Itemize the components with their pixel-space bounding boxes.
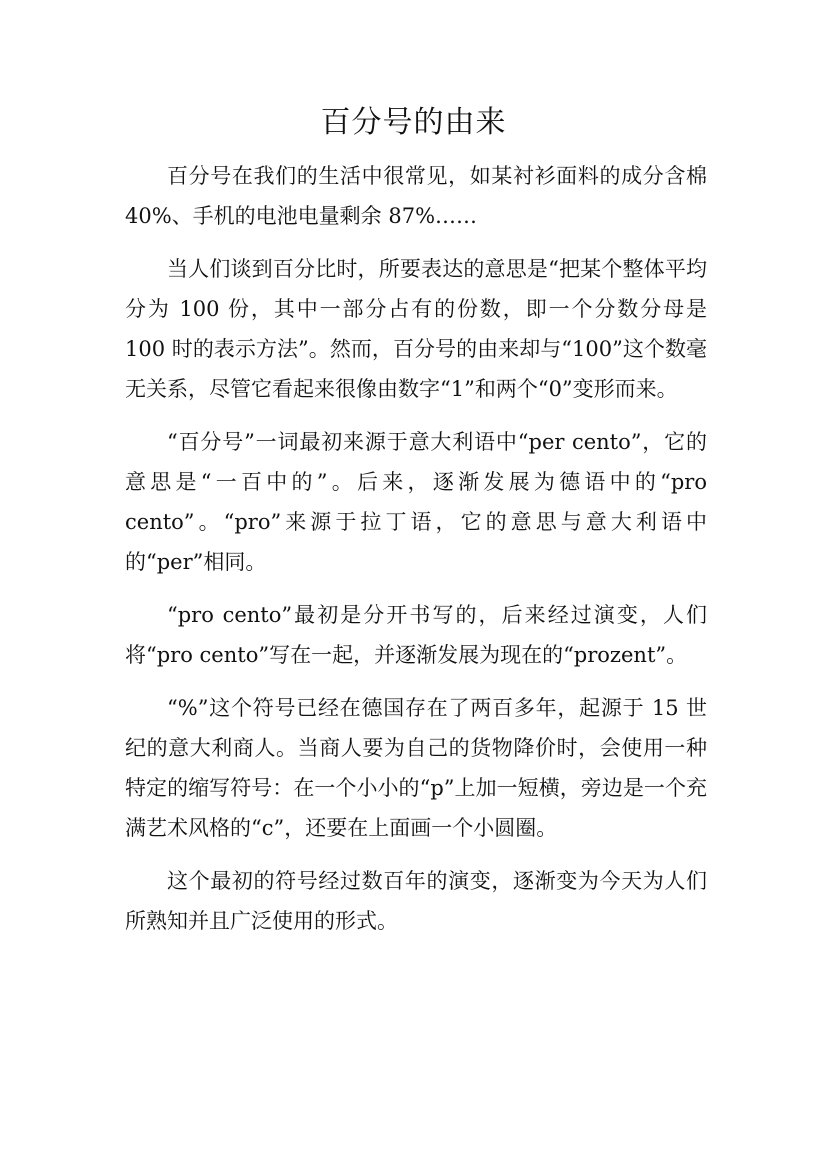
paragraph-3: “百分号”一词最初来源于意大利语中“per cento”，它的意思是“一百中的”。后来，逐渐发展为德语中的“pro cento”。“pro”来源于拉丁语，它的意思与意大利语中的“per”相同。 <box>125 430 707 574</box>
paragraph-1: 百分号在我们的生活中很常见，如某衬衫面料的成分含棉 40%、手机的电池电量剩余 87%…… <box>125 164 707 228</box>
paragraph-6: 这个最初的符号经过数百年的演变，逐渐变为今天为人们所熟知并且广泛使用的形式。 <box>125 869 707 933</box>
paragraph-5: “%”这个符号已经在德国存在了两百多年，起源于 15 世纪的意大利商人。当商人要为自己的货物降价时，会使用一种特定的缩写符号：在一个小小的“p”上加一短横，旁边是一个充满艺术风格的“c”，还要在上面画一个小圆圈。 <box>125 696 707 840</box>
document-title: 百分号的由来 <box>320 105 507 140</box>
document-body <box>125 156 707 954</box>
paragraph-4: “pro cento”最初是分开书写的，后来经过演变，人们将“pro cento”写在一起，并逐渐发展为现在的“prozent”。 <box>125 603 707 667</box>
paragraph-2: 当人们谈到百分比时，所要表达的意思是“把某个整体平均分为 100 份，其中一部分占有的份数，即一个分数分母是 100 时的表示方法”。然而，百分号的由来却与“100”这个数毫无关系，尽管它看起来很像由数字“1”和两个“0”变形而来。 <box>125 257 707 401</box>
